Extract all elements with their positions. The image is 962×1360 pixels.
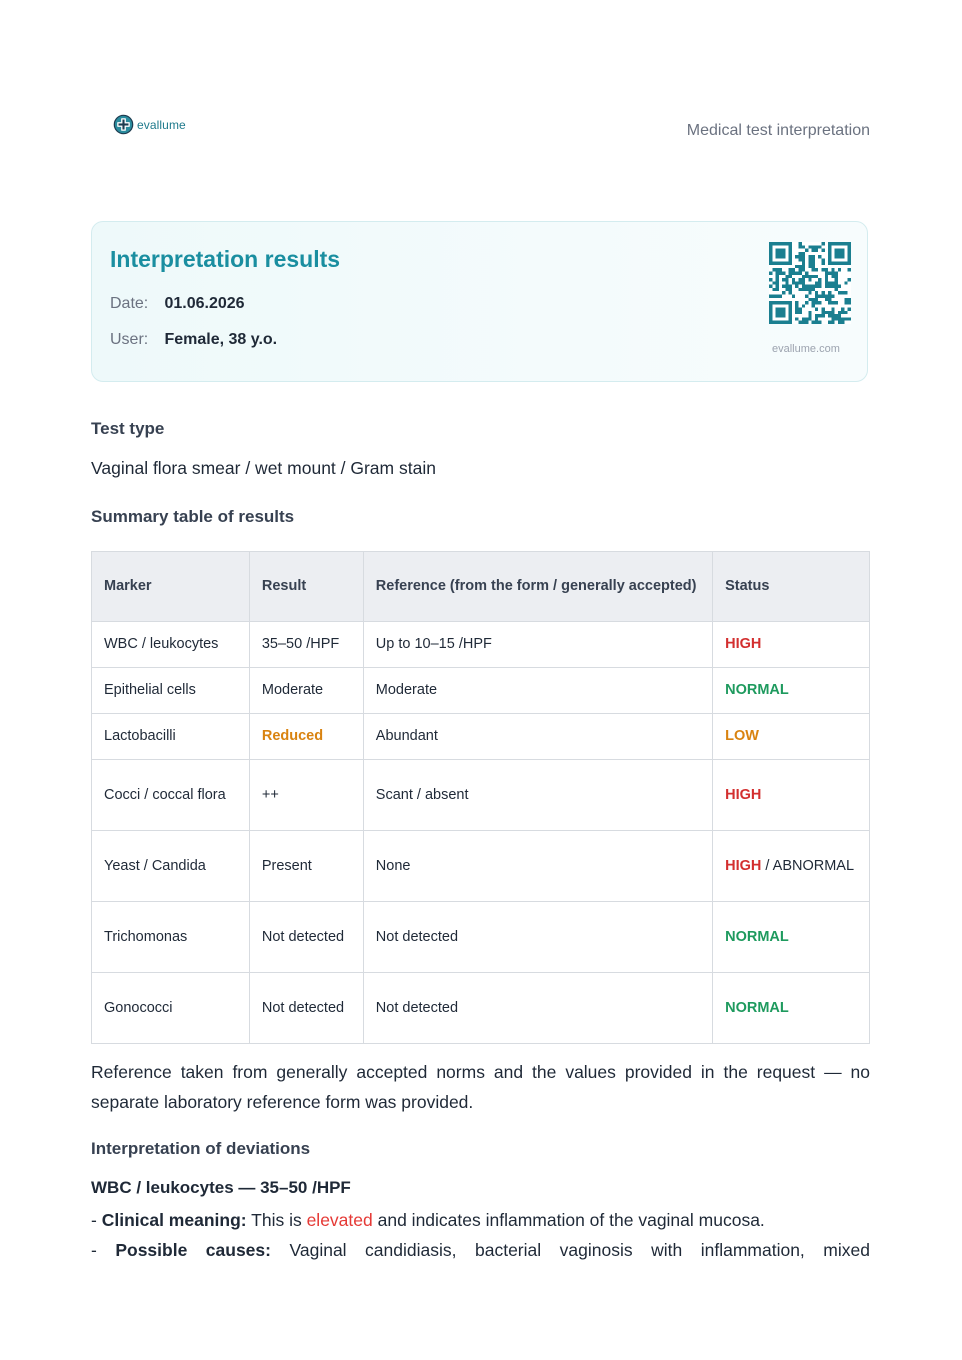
reference-cell: Not detected bbox=[363, 902, 712, 973]
reference-note: Reference taken from generally accepted norms and the values provided in the request — no separate laboratory reference form was provided. bbox=[91, 1062, 870, 1112]
status-badge: NORMAL bbox=[725, 999, 789, 1016]
table-row bbox=[92, 714, 870, 760]
date-value: 01.06.2026 bbox=[164, 295, 245, 312]
possible-causes-label: Possible causes: bbox=[115, 1240, 271, 1260]
table-row bbox=[92, 902, 870, 973]
column-header-status: Status bbox=[713, 552, 870, 622]
deviations-heading: Interpretation of deviations bbox=[91, 1139, 311, 1158]
column-header-reference: Reference (from the form / generally accepted) bbox=[363, 552, 712, 622]
table-row bbox=[92, 622, 870, 668]
clinical-meaning-line: - Clinical meaning: This is elevated and indicates inflammation of the vaginal mucosa. bbox=[91, 1210, 765, 1230]
medical-cross-icon bbox=[113, 114, 134, 135]
status-cell bbox=[713, 902, 870, 973]
result-cell: 35–50 /HPF bbox=[249, 622, 363, 668]
status-badge: LOW bbox=[725, 728, 759, 745]
status-badge: NORMAL bbox=[725, 928, 789, 945]
possible-causes-text: Vaginal candidiasis, bacterial vaginosis with inflammation, mixed bbox=[289, 1240, 870, 1260]
reference-cell: Moderate bbox=[363, 668, 712, 714]
table-row bbox=[92, 760, 870, 831]
card-title: Interpretation results bbox=[110, 246, 341, 272]
marker-cell: Trichomonas bbox=[92, 902, 250, 973]
result-cell bbox=[249, 714, 363, 760]
result-cell: Not detected bbox=[249, 973, 363, 1044]
table-row bbox=[92, 831, 870, 902]
deviation-item-title: WBC / leukocytes — 35–50 /HPF bbox=[91, 1178, 351, 1197]
clinical-text-post: and indicates inflammation of the vaginal mucosa. bbox=[377, 1210, 765, 1230]
summary-heading: Summary table of results bbox=[91, 507, 295, 526]
elevated-highlight: elevated bbox=[306, 1210, 373, 1230]
marker-cell: Lactobacilli bbox=[92, 714, 250, 760]
status-cell bbox=[713, 760, 870, 831]
user-row bbox=[110, 331, 277, 349]
status-badge: HIGH bbox=[725, 786, 762, 803]
reference-cell: Abundant bbox=[363, 714, 712, 760]
results-table bbox=[91, 551, 870, 1044]
user-label: User: bbox=[110, 331, 149, 348]
clinical-text-pre: This is bbox=[251, 1210, 302, 1230]
table-row bbox=[92, 973, 870, 1044]
column-header-result: Result bbox=[249, 552, 363, 622]
result-cell: ++ bbox=[249, 760, 363, 831]
marker-cell: WBC / leukocytes bbox=[92, 622, 250, 668]
status-cell bbox=[713, 973, 870, 1044]
status-cell bbox=[713, 831, 870, 902]
result-cell: Not detected bbox=[249, 902, 363, 973]
logo-text: evallume bbox=[137, 117, 186, 132]
result-cell: Present bbox=[249, 831, 363, 902]
test-type-value: Vaginal flora smear / wet mount / Gram stain bbox=[91, 458, 436, 478]
results-card bbox=[91, 221, 868, 382]
status-badge: HIGH bbox=[725, 636, 762, 653]
status-extra: / ABNORMAL bbox=[761, 857, 855, 874]
brand-logo[interactable] bbox=[113, 114, 186, 135]
status-cell bbox=[713, 714, 870, 760]
result-cell: Moderate bbox=[249, 668, 363, 714]
table-header-row bbox=[92, 552, 870, 622]
card-url[interactable]: evallume.com bbox=[772, 343, 840, 355]
reference-cell: Scant / absent bbox=[363, 760, 712, 831]
test-type-heading: Test type bbox=[91, 419, 165, 438]
column-header-marker: Marker bbox=[92, 552, 250, 622]
clinical-meaning-label: Clinical meaning: bbox=[101, 1210, 247, 1230]
marker-cell: Epithelial cells bbox=[92, 668, 250, 714]
possible-causes-line: - Possible causes: Vaginal candidiasis, bacterial vaginosis with inflammation, mixed bbox=[91, 1240, 870, 1260]
date-row bbox=[110, 295, 245, 313]
reference-cell: Not detected bbox=[363, 973, 712, 1044]
status-badge: HIGH bbox=[725, 857, 762, 874]
status-cell bbox=[713, 668, 870, 714]
marker-cell: Gonococci bbox=[92, 973, 250, 1044]
reference-cell: Up to 10–15 /HPF bbox=[363, 622, 712, 668]
qr-code-icon[interactable] bbox=[769, 242, 851, 324]
marker-cell: Cocci / coccal flora bbox=[92, 760, 250, 831]
status-cell bbox=[713, 622, 870, 668]
result-value: Reduced bbox=[261, 728, 324, 745]
header-tagline: Medical test interpretation bbox=[686, 122, 870, 139]
user-value: Female, 38 y.o. bbox=[164, 331, 278, 348]
marker-cell: Yeast / Candida bbox=[92, 831, 250, 902]
reference-cell: None bbox=[363, 831, 712, 902]
status-badge: NORMAL bbox=[725, 682, 789, 699]
table-row bbox=[92, 668, 870, 714]
date-label: Date: bbox=[110, 295, 149, 312]
